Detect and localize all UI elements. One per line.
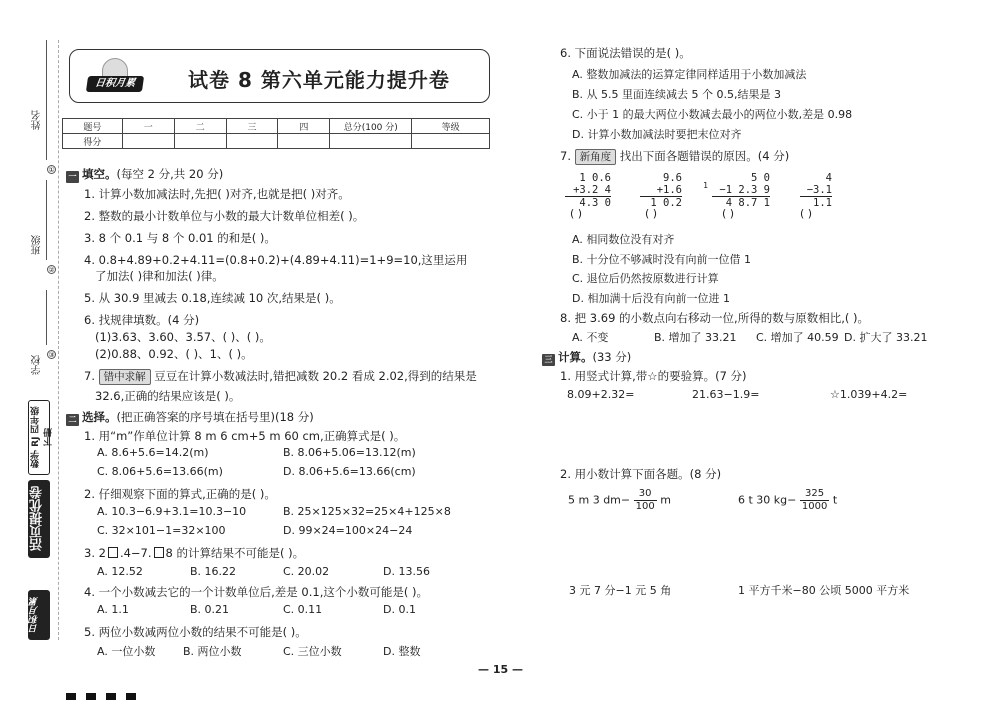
circle-3: ③ xyxy=(48,351,55,359)
option: D. 整数 xyxy=(383,645,421,658)
section-note: (每空 2 分,共 20 分) xyxy=(116,167,224,181)
option: C. 32×101−1=32×100 xyxy=(97,524,226,537)
answer-paren[interactable]: ( ) xyxy=(722,207,735,220)
name-line xyxy=(46,40,47,160)
fraction-numerator: 325 xyxy=(800,488,829,501)
question-note: (8 分) xyxy=(689,467,722,481)
question-text: 2. 用小数计算下面各题。 xyxy=(560,467,690,481)
expr-part: 5 m 3 dm− xyxy=(568,493,631,507)
table-row xyxy=(63,134,490,149)
option: B. 从 5.5 里面连续减去 5 个 0.5,结果是 3 xyxy=(572,88,781,101)
header-banner xyxy=(69,49,490,103)
question-text: 1. 用竖式计算,带☆的要验算。 xyxy=(560,369,716,383)
question: 4. 一个小数减去它的一个计数单位后,差是 0.1,这个小数可能是( )。 xyxy=(84,585,429,599)
calc-result: 4.3 0 xyxy=(565,196,611,209)
question-number: 7. xyxy=(84,369,95,383)
fraction xyxy=(800,488,829,513)
question-text: 3. 2 xyxy=(84,546,106,560)
option: A. 1.1 xyxy=(97,603,129,616)
option: D. 相加满十后没有向前一位进 1 xyxy=(572,292,730,305)
option: A. 相同数位没有对齐 xyxy=(572,233,675,246)
table-cell: 得分 xyxy=(63,134,123,149)
sub-question: (1)3.63、3.60、3.57、( )、( )。 xyxy=(95,330,271,344)
page-title: 试卷 8 第六单元能力提升卷 xyxy=(188,68,450,92)
question-text: 8 的计算结果不可能是( )。 xyxy=(165,546,305,560)
question: 4. 0.8+4.89+0.2+4.11=(0.8+0.2)+(4.89+4.11)=1+9=10,这里运用 xyxy=(84,253,468,267)
table-cell: 题号 xyxy=(63,119,123,134)
vertical-calc xyxy=(800,172,832,209)
class-label: 班级 xyxy=(32,235,43,255)
section-note: (33 分) xyxy=(592,350,632,364)
score-input[interactable] xyxy=(226,134,278,149)
expression: 8.09+2.32= xyxy=(567,388,635,401)
table-cell: 四 xyxy=(278,119,330,134)
section-title: 选择。 xyxy=(82,410,117,424)
section-title: 填空。 xyxy=(82,167,117,181)
carry-mark: 1 xyxy=(703,181,708,190)
question xyxy=(84,545,304,561)
section-mark: 二 xyxy=(66,414,79,426)
question: 2. 整数的最小计数单位与小数的最大计数单位相差( )。 xyxy=(84,209,365,223)
calc-top: 4 xyxy=(825,172,832,184)
corner-mark xyxy=(66,693,76,700)
table-cell: 总分(100 分) xyxy=(330,119,412,134)
option: B. 25×125×32=25×4+125×8 xyxy=(283,505,451,518)
calc-top: 9.6 xyxy=(663,172,682,184)
option: D. 8.06+5.6=13.66(cm) xyxy=(283,465,416,478)
option: B. 8.06+5.06=13.12(m) xyxy=(283,446,416,459)
expr-part: t xyxy=(832,493,838,507)
option: D. 计算小数加减法时要把末位对齐 xyxy=(572,128,742,141)
question: 3. 8 个 0.1 与 8 个 0.01 的和是( )。 xyxy=(84,231,276,245)
score-input[interactable] xyxy=(412,134,490,149)
name-label: 姓名 xyxy=(32,110,43,130)
class-line xyxy=(46,180,47,260)
question-cont: 32.6,正确的结果应该是( )。 xyxy=(95,389,241,403)
page-number: — 15 — xyxy=(478,663,523,676)
option: D. 99×24=100×24−24 xyxy=(283,524,413,537)
option: D. 13.56 xyxy=(383,565,430,578)
expression: 21.63−1.9= xyxy=(692,388,760,401)
table-cell: 等级 xyxy=(412,119,490,134)
question-text: 豆豆在计算小数减法时,错把减数 20.2 看成 2.02,得到的结果是 xyxy=(154,369,477,383)
spine-logo: 日积月累 xyxy=(28,590,50,640)
option: C. 增加了 40.59 xyxy=(756,331,839,344)
expr-part: m xyxy=(660,493,671,507)
corner-mark xyxy=(106,693,116,700)
option: B. 增加了 33.21 xyxy=(654,331,737,344)
calc-result: 1.1 xyxy=(800,196,832,209)
option: B. 0.21 xyxy=(190,603,230,616)
fraction xyxy=(634,488,657,513)
option: A. 12.52 xyxy=(97,565,143,578)
cut-line xyxy=(58,40,59,640)
corner-mark xyxy=(86,693,96,700)
option: B. 16.22 xyxy=(190,565,237,578)
option: B. 十分位不够减时没有向前一位借 1 xyxy=(572,253,752,266)
question xyxy=(560,148,789,165)
circle-2: ② xyxy=(48,266,55,274)
binding-strip xyxy=(0,0,62,707)
question-text: .4−7. xyxy=(119,546,152,560)
vertical-calc xyxy=(712,172,770,209)
option: C. 8.06+5.6=13.66(m) xyxy=(97,465,223,478)
calc-mid: +3.2 4 xyxy=(573,184,611,196)
spine-brand: 活页提优卷 xyxy=(28,480,50,558)
option: C. 三位小数 xyxy=(283,645,342,658)
calc-mid: −3.1 xyxy=(806,184,832,196)
expression: ☆1.039+4.2= xyxy=(830,388,908,401)
section-heading xyxy=(542,349,631,366)
section-heading xyxy=(66,166,223,183)
option: A. 10.3−6.9+3.1=10.3−10 xyxy=(97,505,247,518)
blank-box[interactable] xyxy=(108,547,118,558)
option: D. 扩大了 33.21 xyxy=(844,331,928,344)
section-mark: 一 xyxy=(66,171,79,183)
question: 6. 下面说法错误的是( )。 xyxy=(560,46,691,60)
question: 1. 计算小数加减法时,先把( )对齐,也就是把( )对齐。 xyxy=(84,187,350,201)
question-note: (7 分) xyxy=(715,369,747,383)
question: 6. 找规律填数。(4 分) xyxy=(84,313,200,327)
option: A. 整数加减法的运算定律同样适用于小数加减法 xyxy=(572,68,807,81)
option: C. 小于 1 的最大两位小数减去最小的两位小数,差是 0.98 xyxy=(572,108,853,121)
score-table xyxy=(62,118,490,149)
section-mark: 三 xyxy=(542,354,555,366)
expression: 3 元 7 分−1 元 5 角 xyxy=(569,584,672,597)
question-text: 找出下面各题错误的原因。(4 分) xyxy=(619,149,790,163)
option: B. 两位小数 xyxy=(183,645,242,658)
vertical-calc xyxy=(565,172,611,209)
answer-paren[interactable]: ( ) xyxy=(570,207,583,220)
option: D. 0.1 xyxy=(383,603,416,616)
question-tag: 新角度 xyxy=(575,149,617,165)
option: C. 退位后仍然按原数进行计算 xyxy=(572,272,719,285)
school-line xyxy=(46,290,47,345)
calc-mid: −1 2.3 9 xyxy=(719,184,770,196)
section-title: 计算。 xyxy=(558,350,593,364)
answer-paren[interactable]: ( ) xyxy=(800,207,813,220)
question: 1. 用“m”作单位计算 8 m 6 cm+5 m 60 cm,正确算式是( )。 xyxy=(84,429,406,443)
expression: 1 平方千米−80 公顷 5000 平方米 xyxy=(738,584,910,597)
question-number: 7. xyxy=(560,149,571,163)
question-cont: 了加法( )律和加法( )律。 xyxy=(95,269,224,283)
calc-result: 1 0.2 xyxy=(640,196,682,209)
calc-top: 1 0.6 xyxy=(579,172,611,184)
option: A. 一位小数 xyxy=(97,645,156,658)
calc-result: 4 8.7 1 xyxy=(712,196,770,209)
question: 5. 两位小数减两位小数的结果不可能是( )。 xyxy=(84,625,307,639)
table-cell: 二 xyxy=(174,119,226,134)
spine-subject: 数学 RJ 四年级 下册 xyxy=(28,400,50,475)
option: C. 0.11 xyxy=(283,603,323,616)
question: 8. 把 3.69 的小数点向右移动一位,所得的数与原数相比,( )。 xyxy=(560,311,869,325)
question xyxy=(560,368,747,384)
school-label: 学校 xyxy=(32,355,43,375)
calc-mid: +1.6 xyxy=(656,184,682,196)
question xyxy=(560,466,721,482)
score-input[interactable] xyxy=(330,134,412,149)
brand-logo xyxy=(84,58,146,96)
section-note: (把正确答案的序号填在括号里)(18 分) xyxy=(116,410,314,424)
score-input[interactable] xyxy=(174,134,226,149)
expr-part: 6 t 30 kg− xyxy=(738,493,797,507)
logo-text: 日积月累 xyxy=(86,76,144,92)
question-tag: 错中求解 xyxy=(99,369,151,385)
score-input[interactable] xyxy=(278,134,330,149)
expression xyxy=(738,488,837,513)
question xyxy=(84,368,477,385)
section-heading xyxy=(66,409,314,426)
option: A. 不变 xyxy=(572,331,609,344)
expression xyxy=(568,488,671,513)
score-input[interactable] xyxy=(122,134,174,149)
circle-1: ① xyxy=(48,166,55,174)
vertical-calc xyxy=(640,172,682,209)
table-row xyxy=(63,119,490,134)
sun-icon xyxy=(102,58,128,78)
fraction-numerator: 30 xyxy=(634,488,657,501)
question: 2. 仔细观察下面的算式,正确的是( )。 xyxy=(84,487,276,501)
question: 5. 从 30.9 里减去 0.18,连续减 10 次,结果是( )。 xyxy=(84,291,341,305)
fraction-denominator: 1000 xyxy=(801,501,828,512)
table-cell: 三 xyxy=(226,119,278,134)
table-cell: 一 xyxy=(122,119,174,134)
option: C. 20.02 xyxy=(283,565,330,578)
option: A. 8.6+5.6=14.2(m) xyxy=(97,446,209,459)
calc-top: 5 0 xyxy=(751,172,770,184)
fraction-denominator: 100 xyxy=(635,501,655,512)
sub-question: (2)0.88、0.92、( )、1、( )。 xyxy=(95,347,253,361)
answer-paren[interactable]: ( ) xyxy=(645,207,658,220)
corner-mark xyxy=(126,693,136,700)
blank-box[interactable] xyxy=(154,547,164,558)
